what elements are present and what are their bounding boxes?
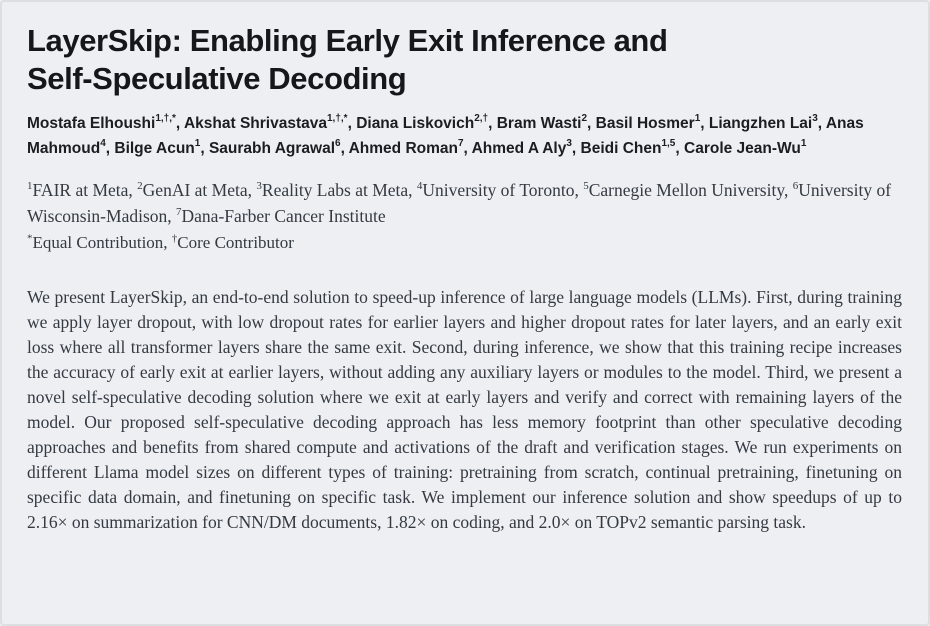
author-superscript: 3 [812,112,818,124]
paper-title [27,22,902,98]
contribution-separator: , [163,233,172,252]
author-superscript: 2,† [474,112,489,124]
affiliation-separator: , [167,206,177,226]
author-name: Liangzhen Lai [708,115,813,132]
abstract-text: We present LayerSkip, an end-to-end solution to speed-up inference of large language models (LLMs). First, during training we apply layer dropout, with low dropout rates for earlier layers and higher dropout rates for later layers, and an early exit loss where all transformer layers share the same exit. Second, during inference, we show that this training recipe increases the accuracy of early exit at earlier layers, without adding any auxiliary layers or modules to the model. Third, we present a novel self-speculative decoding solution where we exit at early layers and verify and correct with remaining layers of the model. Our proposed self-speculative decoding approach has less memory footprint than other speculative decoding approaches and benefits from shared compute and activations of the draft and verification stages. We run experiments on different Llama model sizes on different types of training: pretraining from scratch, continual pretraining, finetuning on specific data domain, and finetuning on specific task. We implement our inference solution and show speedups of up to 2.16× on summarization for CNN/DM documents, 1.82× on coding, and 2.0× on TOPv2 semantic parsing task. [27,287,902,532]
author [496,112,596,132]
paper-title-line2: Self-Speculative Decoding [27,61,407,96]
author [114,137,209,157]
author-list [27,111,902,161]
author-separator: , [340,140,349,157]
affiliation-name: University of Toronto [422,180,575,200]
affiliation-separator: , [783,180,793,200]
affiliation-separator: , [408,180,417,200]
author-separator: , [700,115,709,132]
author-separator: , [200,140,209,157]
paper-content [2,2,928,535]
author-separator: , [675,140,684,157]
author [708,112,826,132]
author [348,137,472,157]
author-name: Mostafa Elhoushi [27,115,156,132]
contribution-item [27,233,172,252]
author-name: Diana Liskovich [356,115,475,132]
author-separator: , [175,115,184,132]
author-superscript: 1,†,* [155,112,176,124]
affiliation-separator: , [574,180,584,200]
affiliation-name: GenAI at Meta [142,180,248,200]
author-name: Ahmed A Aly [471,140,567,157]
author [595,112,709,132]
contribution-item [172,233,294,252]
author-separator: , [571,140,581,157]
affiliation [27,180,137,200]
author [356,112,497,132]
author-superscript: 1 [194,137,201,149]
author-superscript: 2 [581,112,587,124]
author [580,137,684,157]
author-separator: , [587,115,596,132]
affiliation [417,180,583,200]
author-superscript: 7 [457,137,464,149]
author-superscript: 3 [566,137,572,149]
author-name: Akshat Shrivastava [183,115,327,132]
author-superscript: 1,5 [661,137,676,149]
author-superscript: 1 [694,112,701,124]
affiliation-name: FAIR at Meta [32,180,129,200]
author [684,137,807,157]
affiliation-superscript: 7 [176,206,182,219]
contribution-symbol: * [27,232,33,245]
contribution-text: Equal Contribution [32,233,164,252]
author-name: Basil Hosmer [595,115,695,132]
author-superscript: 4 [100,137,106,149]
affiliation-superscript: 6 [792,180,799,193]
author-name: Beidi Chen [580,140,662,157]
author-separator: , [347,115,357,132]
author [471,137,581,157]
affiliation-separator: , [247,180,257,200]
author [27,112,184,132]
author-name: Ahmed Roman [348,140,458,157]
contribution-symbol: † [171,232,178,245]
author-superscript: 1 [800,137,807,149]
affiliation-superscript: 4 [416,180,423,193]
affiliation-list [27,177,902,229]
author-name: Anas Mahmoud [27,115,864,157]
contribution-note [27,230,902,256]
affiliation-separator: , [128,180,138,200]
affiliation [583,180,792,200]
author-superscript: 6 [335,137,341,149]
author-name: Carole Jean-Wu [684,140,801,157]
contribution-text: Core Contributor [177,233,294,252]
affiliation-superscript: 3 [256,180,262,193]
author-separator: , [817,115,826,132]
affiliation [256,180,417,200]
author-separator: , [105,140,115,157]
affiliation-superscript: 2 [137,180,143,193]
author-superscript: 1,†,* [326,112,348,124]
author-name: Saurabh Agrawal [208,140,335,157]
affiliation-superscript: 1 [27,180,33,193]
affiliation-name: Dana-Farber Cancer Institute [181,206,386,226]
author-name: Bilge Acun [114,140,195,157]
affiliation-superscript: 5 [583,180,589,193]
author-name: Bram Wasti [496,115,582,132]
author-separator: , [488,115,497,132]
affiliation [176,206,386,226]
affiliation-name: Reality Labs at Meta [261,180,409,200]
affiliation-name: Carnegie Mellon University [588,180,784,200]
affiliation-name: University of Wisconsin-Madison [27,180,892,226]
affiliation [137,180,256,200]
author [183,112,357,132]
paper-title-line1: LayerSkip: Enabling Early Exit Inference and [27,23,668,58]
author [208,137,349,157]
author-separator: , [463,140,472,157]
